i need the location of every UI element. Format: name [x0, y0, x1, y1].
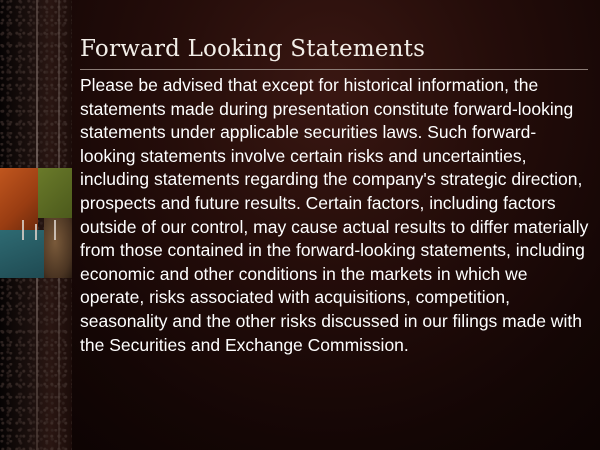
slide-body-text: Please be advised that except for historical information, the statements made during presentation constitute forward-looking statements under applicable securities laws. Such forward-looking statements involve certain risks and uncertainties, including statements regarding the company's strategic direction, prospects and future results. Certain factors, including factors outside of our control, may cause actual results to differ materially from those contained in the forward-looking statements, including economic and other conditions in the markets in which we operate, risks associated with acquisitions, competition, seasonality and the other risks discussed in our filings made with the Securities and Exchange Commission. [80, 75, 589, 355]
collage-bars-mark [22, 220, 56, 240]
slide-title: Forward Looking Statements [80, 36, 426, 62]
title-divider [80, 69, 588, 70]
decorative-photo-collage [0, 168, 72, 278]
collage-green-tile [38, 168, 72, 218]
